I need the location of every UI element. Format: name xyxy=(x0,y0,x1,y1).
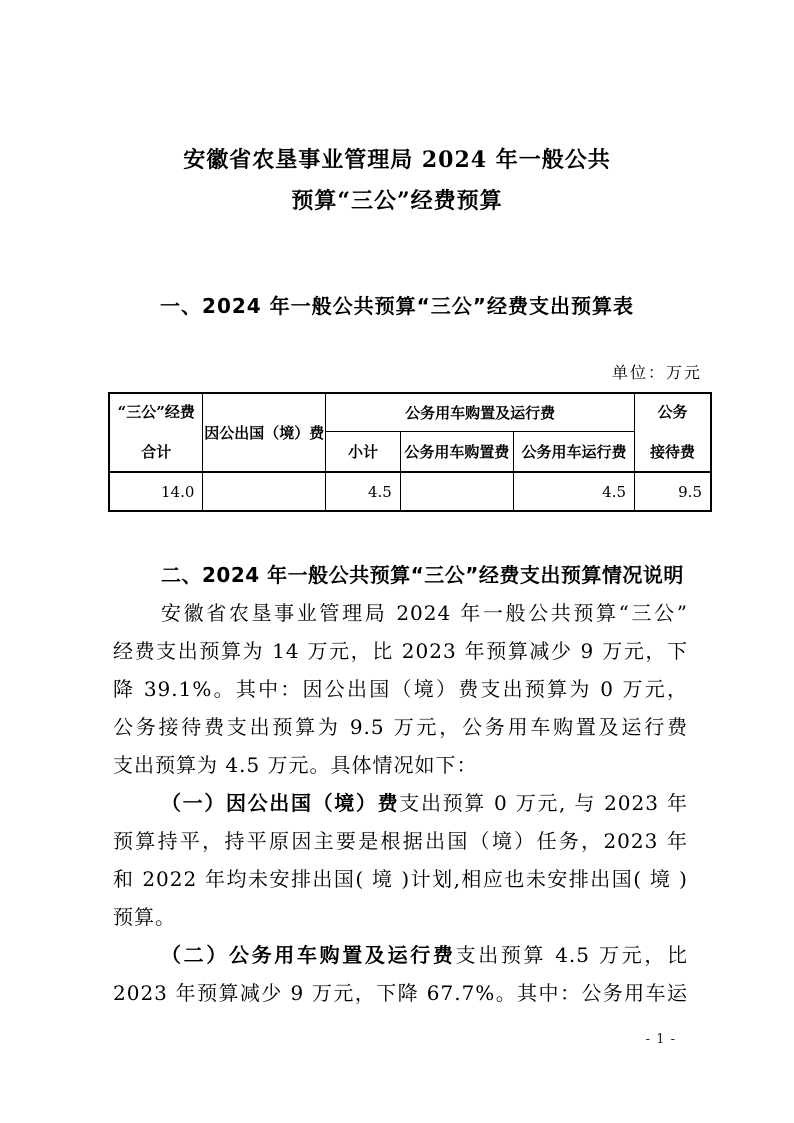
th-reception-line1: 公务 xyxy=(657,403,688,421)
td-vehicle-purchase xyxy=(400,472,513,511)
th-vehicle-operation: 公务用车运行费 xyxy=(514,431,635,472)
section1-heading: 一、2024 年一般公共预算“三公”经费支出预算表 xyxy=(160,294,634,318)
td-vehicle-subtotal: 4.5 xyxy=(326,472,401,511)
budget-table xyxy=(108,392,712,512)
text-line: 2023 年预算减少 9 万元，下降 67.7%。其中：公务用车运 xyxy=(113,981,688,1005)
th-reception-line2: 接待费 xyxy=(650,443,696,461)
th-sangong-total xyxy=(109,393,203,472)
text-line: 安徽省农垦事业管理局 2024 年一般公共预算“三公” xyxy=(161,601,688,625)
th-vehicle-purchase: 公务用车购置费 xyxy=(400,431,513,472)
text-line xyxy=(113,784,688,822)
p2-line1-rest: 支出预算 0 万元, 与 2023 年 xyxy=(399,791,688,815)
table-data-row xyxy=(109,472,711,511)
th-abroad-fee: 因公出国（境）费 xyxy=(203,393,326,472)
p3-lead-bold: （二）公务用车购置及运行费 xyxy=(161,943,456,967)
body-text xyxy=(113,556,688,1012)
text-line: 和 2022 年均未安排出国( 境 )计划,相应也未安排出国( 境 ) xyxy=(113,867,688,891)
th-vehicle-subtotal: 小计 xyxy=(326,431,401,472)
text-line: 公务接待费支出预算为 9.5 万元，公务用车购置及运行费 xyxy=(113,715,688,739)
p3-line1-rest: 支出预算 4.5 万元，比 xyxy=(455,943,688,967)
th-sangong-total-line1: “三公”经费 xyxy=(117,403,195,421)
text-line: 经费支出预算为 14 万元，比 2023 年预算减少 9 万元，下 xyxy=(113,639,688,663)
text-line: 降 39.1%。其中：因公出国（境）费支出预算为 0 万元， xyxy=(113,677,688,701)
doc-title-line1: 安徽省农垦事业管理局 2024 年一般公共 xyxy=(183,147,611,173)
doc-title-line2: 预算“三公”经费预算 xyxy=(291,188,503,214)
th-reception-fee xyxy=(635,393,711,472)
th-sangong-total-line2: 合计 xyxy=(141,443,172,461)
text-line xyxy=(113,936,688,974)
text-line: 支出预算为 4.5 万元。具体情况如下： xyxy=(113,753,478,777)
td-reception-fee: 9.5 xyxy=(635,472,711,511)
td-abroad-fee xyxy=(203,472,326,511)
text-line: 预算。 xyxy=(113,905,176,929)
p2-lead-bold: （一）因公出国（境）费 xyxy=(161,791,400,815)
page-number: - 1 - xyxy=(645,1032,676,1047)
text-line: 预算持平，持平原因主要是根据出国（境）任务，2023 年 xyxy=(113,829,688,853)
td-vehicle-operation: 4.5 xyxy=(514,472,635,511)
doc-title xyxy=(0,140,794,222)
unit-label: 单位：万元 xyxy=(611,363,702,382)
td-sangong-total: 14.0 xyxy=(109,472,203,511)
th-vehicle-group: 公务用车购置及运行费 xyxy=(326,393,635,431)
section2-heading: 二、2024 年一般公共预算“三公”经费支出预算情况说明 xyxy=(161,563,684,587)
